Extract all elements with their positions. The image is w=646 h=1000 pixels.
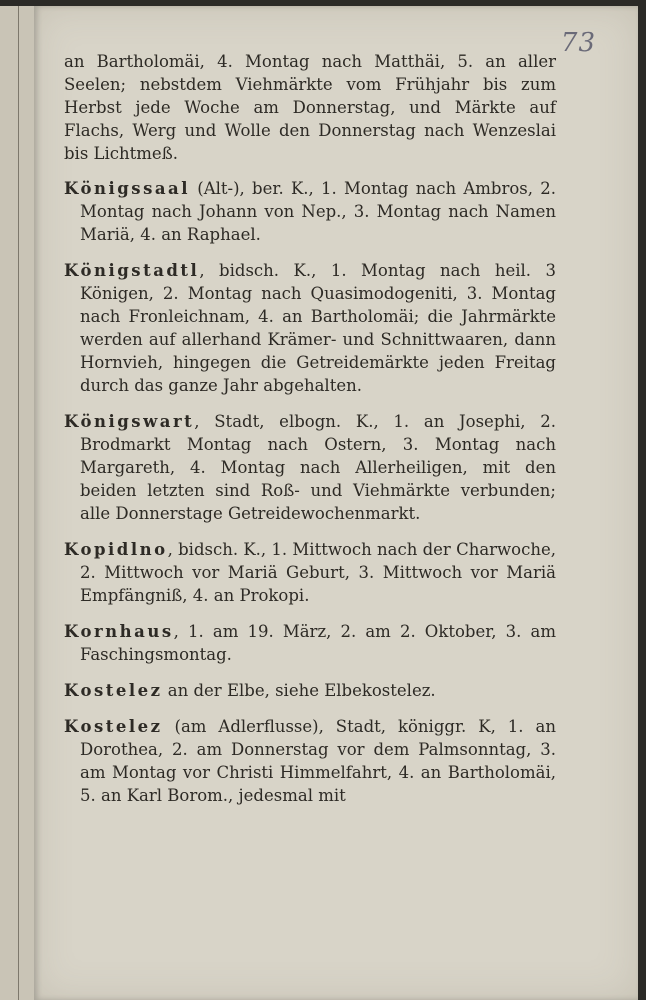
entry-text: (am Adlerflusse), Stadt, königgr. K, 1. an Dorothea, 2. am Donnerstag vor dem Palmsonntag, 3. am Montag vor Christi Himmelfahrt, 4. an Bartholomäi, 5. an Karl Borom., jedesmal mit: [80, 717, 556, 805]
entry-kostelez-elbe: [64, 679, 556, 702]
page-content: [64, 50, 556, 820]
entry-place: Kopidlno: [64, 540, 168, 559]
entry-text: , Stadt, elbogn. K., 1. an Josephi, 2. Brodmarkt Montag nach Ostern, 3. Montag nach Margareth, 4. Montag nach Allerheiligen, mit den beiden letzten sind Roß- und Viehmärkte verbunden; alle Donnerstage Getreidewochenmarkt.: [80, 412, 556, 523]
entry-kostelez-adler: [64, 715, 556, 807]
entry-kopidlno: [64, 538, 556, 607]
entry-place: Kornhaus: [64, 622, 174, 641]
entry-place: Königswart: [64, 412, 195, 431]
entry-text: (Alt-), ber. K., 1. Montag nach Ambros, 2. Montag nach Johann von Nep., 3. Montag nach Namen Mariä, 4. an Raphael.: [80, 179, 556, 244]
entry-koenigssaal: [64, 177, 556, 246]
page-number: 73: [560, 28, 596, 58]
gutter-line: [18, 6, 19, 1000]
entry-kornhaus: [64, 620, 556, 666]
entry-text: , bidsch. K., 1. Mittwoch nach der Charwoche, 2. Mittwoch vor Mariä Geburt, 3. Mittwoch vor Mariä Empfängniß, 4. an Prokopi.: [80, 540, 556, 605]
entry-place: Königssaal: [64, 179, 191, 198]
entry-continuation: [64, 50, 556, 165]
entry-koenigstadtl: [64, 259, 556, 397]
entry-place: Königstadtl: [64, 261, 200, 280]
entry-text: an Bartholomäi, 4. Montag nach Matthäi, 5. an aller Seelen; nebstdem Viehmärkte vom Frühjahr bis zum Herbst jede Woche am Donnerstag, und Märkte auf Flachs, Werg und Wolle den Donnerstag nach Wenzeslai bis Lichtmeß.: [64, 52, 556, 163]
entry-place: Kostelez: [64, 717, 163, 736]
page: [34, 6, 638, 1000]
entry-place: Kostelez: [64, 681, 163, 700]
entry-text: , bidsch. K., 1. Montag nach heil. 3 Königen, 2. Montag nach Quasimodogeniti, 3. Montag nach Fronleichnam, 4. an Bartholomäi; die Jahrmärkte werden auf allerhand Krämer- und Schnittwaaren, dann Hornvieh, hingegen die Getreidemärkte jeden Freitag durch das ganze Jahr abgehalten.: [80, 261, 556, 395]
entry-text: an der Elbe, siehe Elbekostelez.: [162, 681, 436, 700]
entry-koenigswart: [64, 410, 556, 525]
entry-text: , 1. am 19. März, 2. am 2. Oktober, 3. am Faschingsmontag.: [80, 622, 556, 664]
